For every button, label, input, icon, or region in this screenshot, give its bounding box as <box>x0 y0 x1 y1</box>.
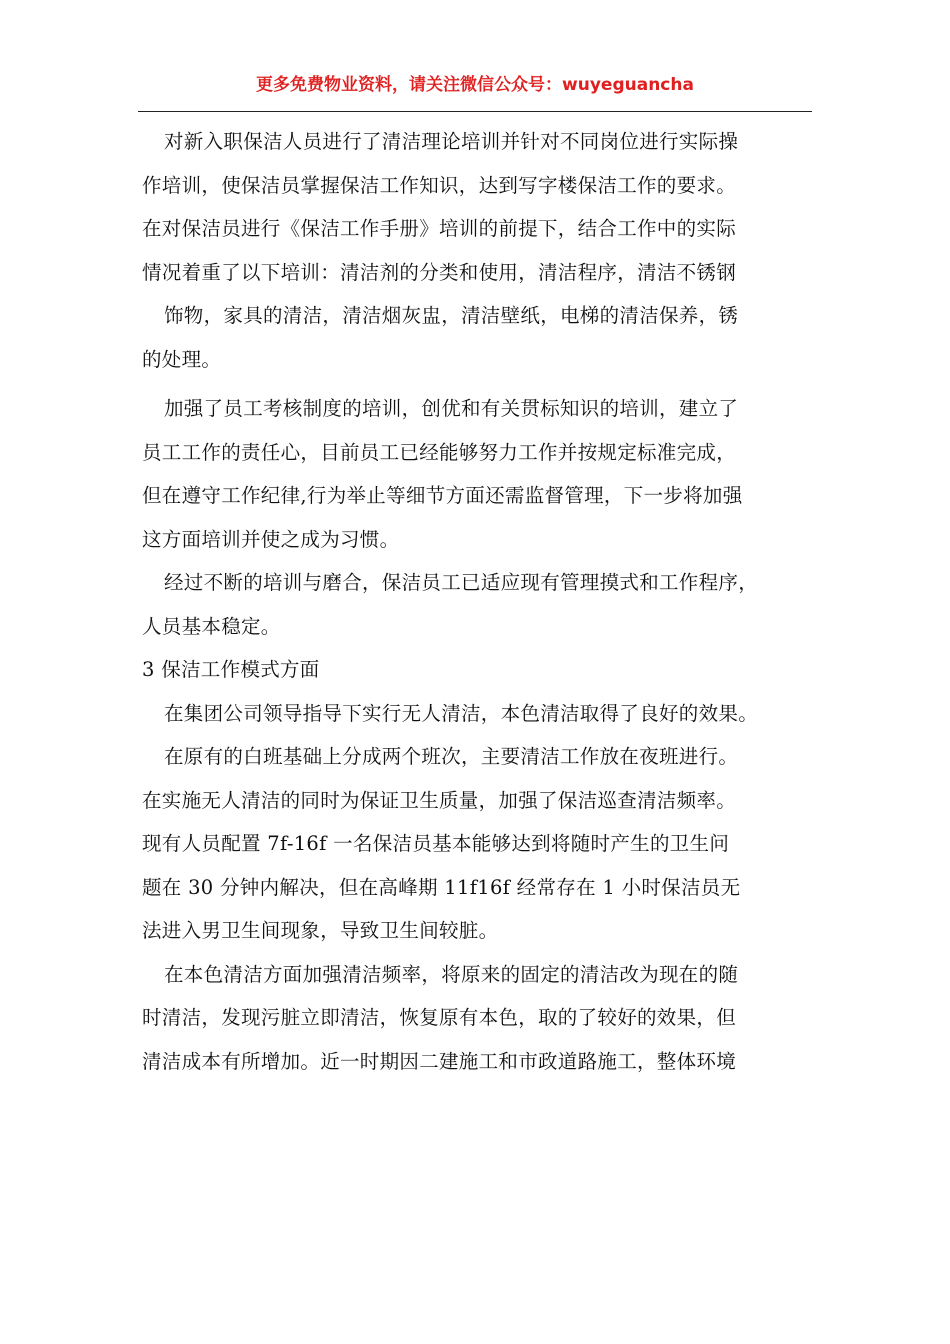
text-line: 在集团公司领导指导下实行无人清洁，本色清洁取得了良好的效果。 <box>164 701 759 725</box>
text-line: 在实施无人清洁的同时为保证卫生质量，加强了保洁巡查清洁频率。 <box>142 788 737 812</box>
text-line: 在原有的白班基础上分成两个班次，主要清洁工作放在夜班进行。 <box>164 745 739 768</box>
text-line: 加强了员工考核制度的培训，创优和有关贯标知识的培训，建立了 <box>164 397 739 420</box>
text-line: 法进入男卫生间现象，导致卫生间较脏。 <box>142 919 499 942</box>
text-line: 对新入职保洁人员进行了清洁理论培训并针对不同岗位进行实际操 <box>164 130 739 153</box>
text-line: 员工工作的责任心，目前员工已经能够努力工作并按规定标准完成， <box>142 440 737 464</box>
text-line: 时清洁，发现污脏立即清洁，恢复原有本色，取的了较好的效果，但 <box>142 1006 737 1029</box>
text-line: 的处理。 <box>142 347 222 371</box>
text-line: 在本色清洁方面加强清洁频率，将原来的固定的清洁改为现在的随 <box>164 962 739 986</box>
text-line: 经过不断的培训与磨合，保洁员工已适应现有管理摸式和工作程序， <box>164 571 759 594</box>
text-line: 人员基本稳定。 <box>142 614 281 638</box>
text-line: 在对保洁员进行《保洁工作手册》培训的前提下，结合工作中的实际 <box>142 217 737 240</box>
text-line: 饰物，家具的清洁，清洁烟灰盅，清洁壁纸，电梯的清洁保养，锈 <box>164 304 739 327</box>
section-heading: 3 保洁工作模式方面 <box>142 658 320 681</box>
text-line: 题在 30 分钟内解决，但在高峰期 11f16f 经常存在 1 小时保洁员无 <box>142 875 741 899</box>
header-divider <box>138 111 812 112</box>
text-line: 情况着重了以下培训：清洁剂的分类和使用，清洁程序，清洁不锈钢 <box>142 260 737 284</box>
text-line: 作培训，使保洁员掌握保洁工作知识，达到写字楼保洁工作的要求。 <box>142 173 737 197</box>
header-banner: 更多免费物业资料，请关注微信公众号：wuyeguancha <box>256 75 694 95</box>
text-line: 清洁成本有所增加。近一时期因二建施工和市政道路施工，整体环境 <box>142 1049 737 1073</box>
text-line: 这方面培训并使之成为习惯。 <box>142 527 400 551</box>
document-body <box>142 120 812 1083</box>
text-line: 现有人员配置 7f-16f 一名保洁员基本能够达到将随时产生的卫生问 <box>142 832 730 855</box>
text-line: 但在遵守工作纪律,行为举止等细节方面还需监督管理，下一步将加强 <box>142 484 743 507</box>
